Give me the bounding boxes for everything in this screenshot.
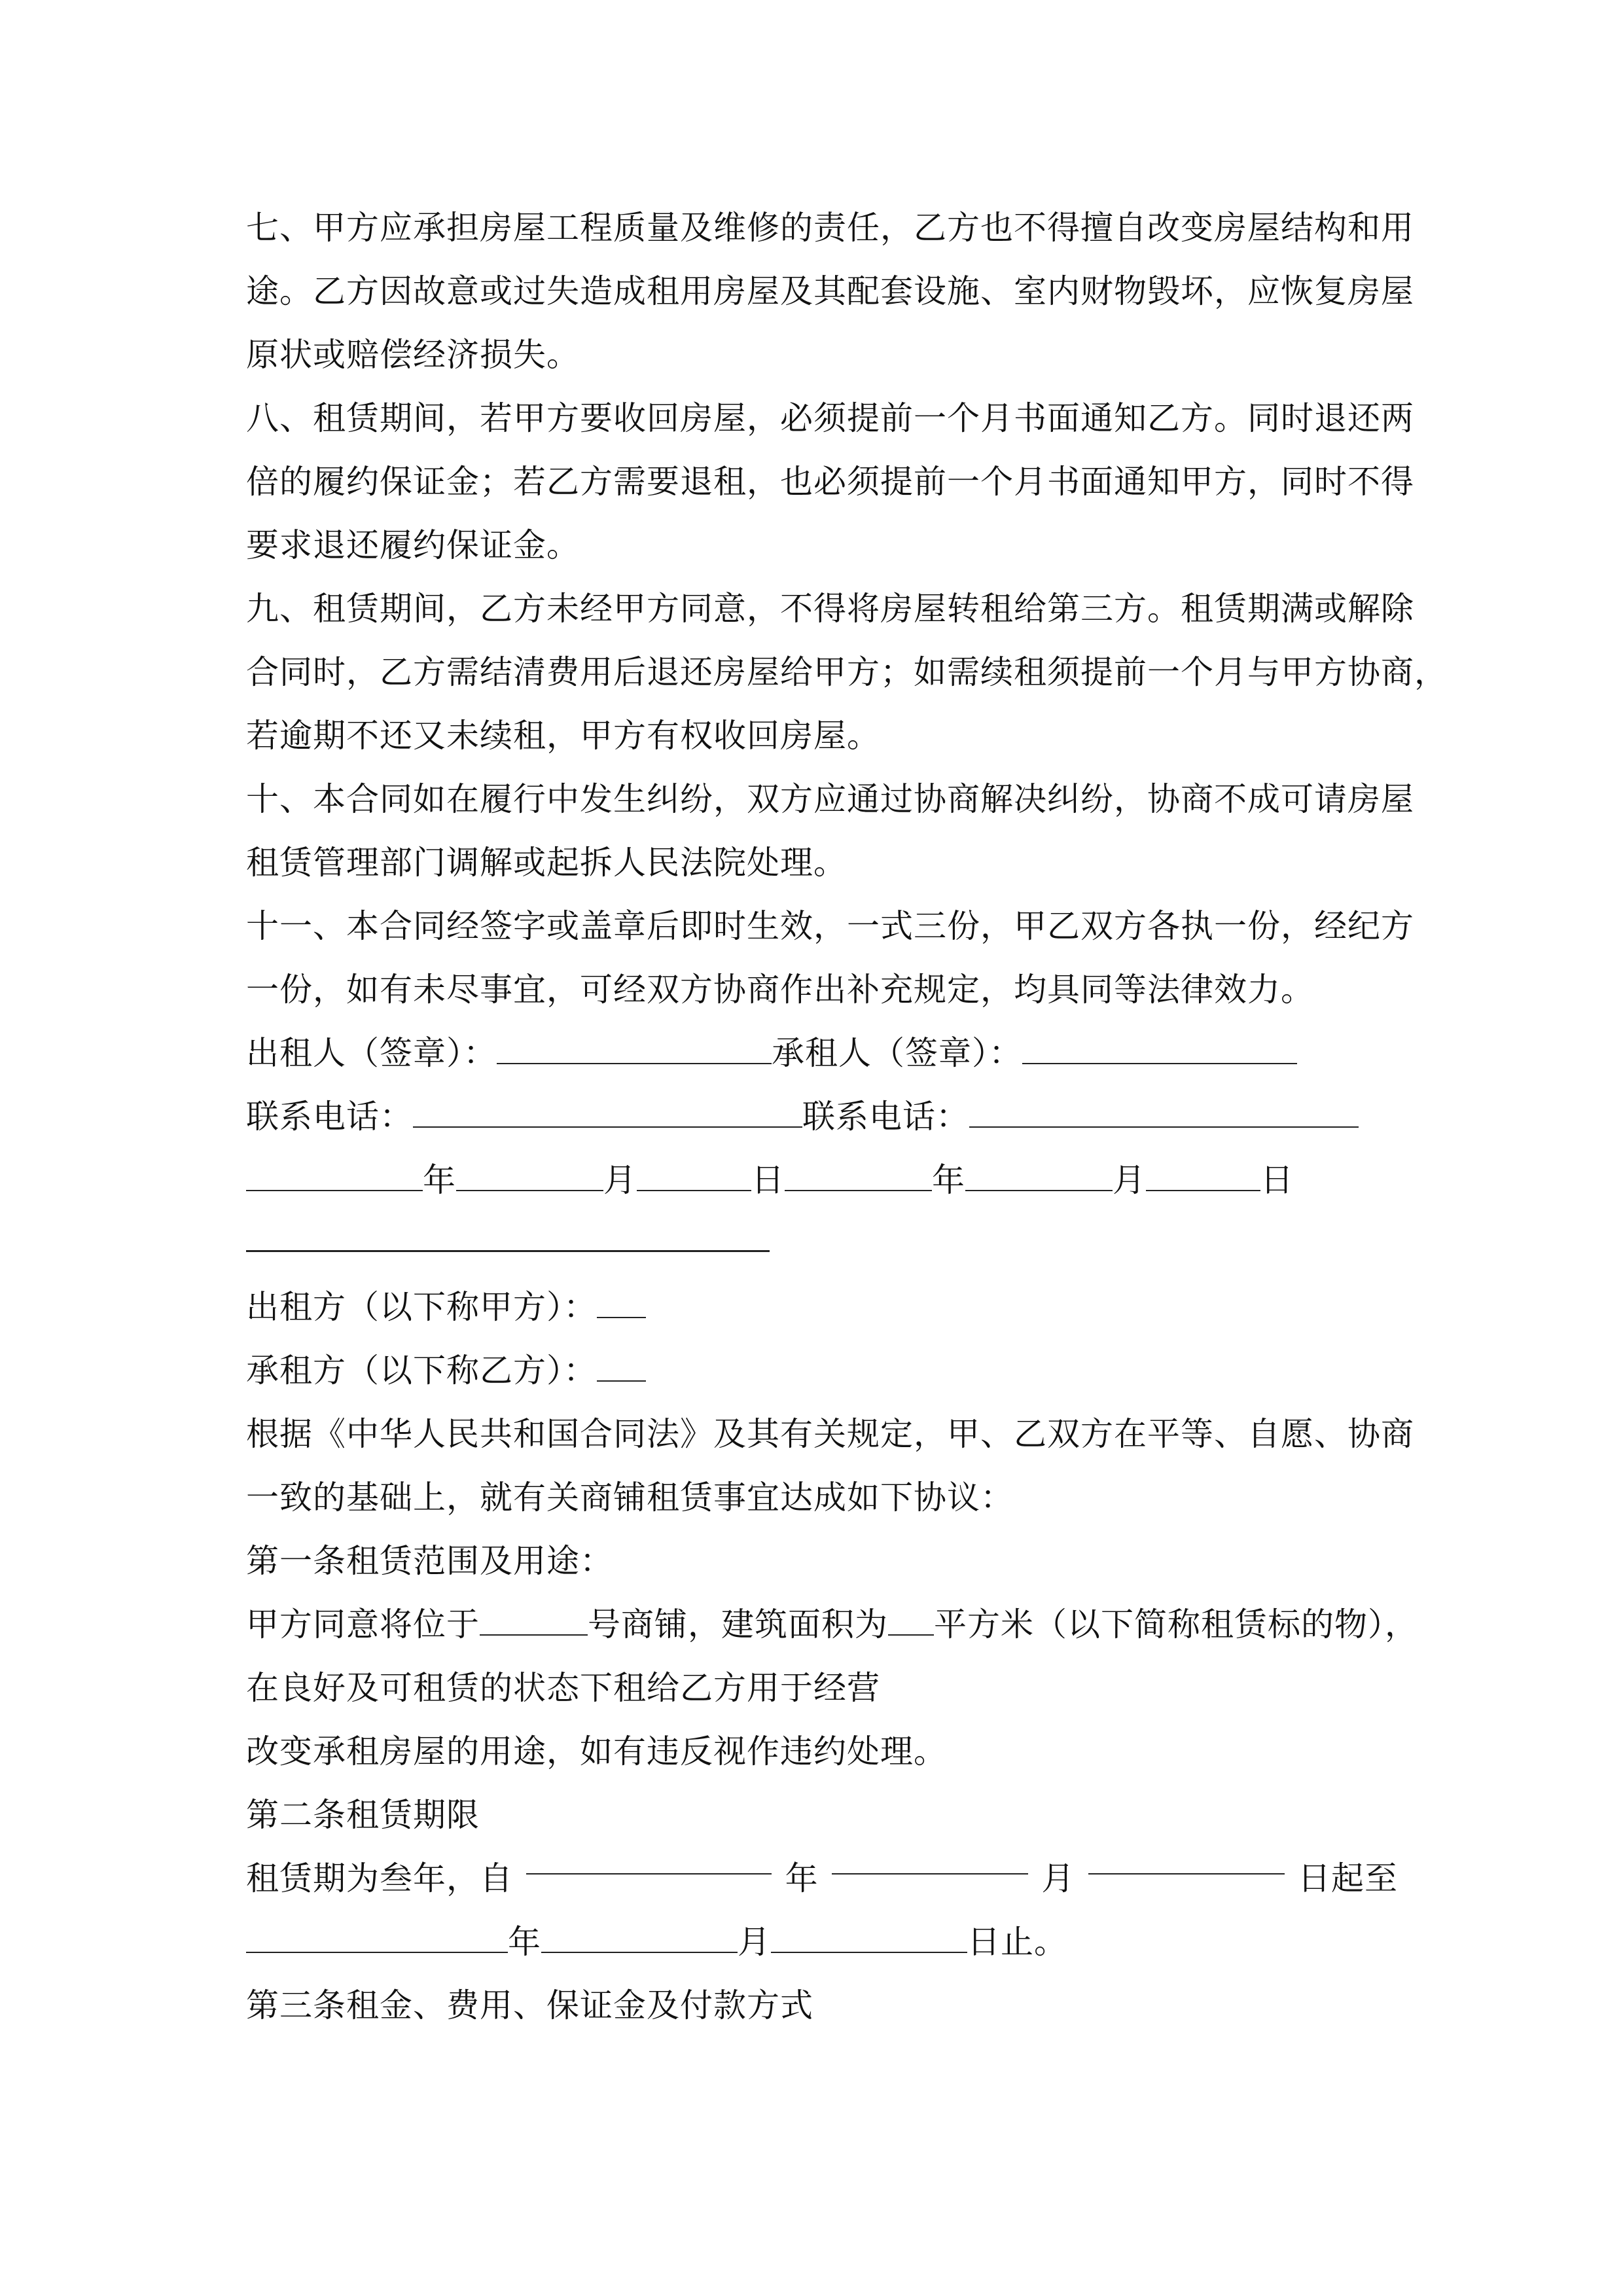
- lessor-phone-label: 联系电话：: [246, 1098, 413, 1136]
- clause-11-line-1: 十一、本合同经签字或盖章后即时生效，一式三份，甲乙双方各执一份，经纪方: [246, 907, 1414, 945]
- lessee-month-field[interactable]: [965, 1164, 1113, 1191]
- article-1-title: 第一条租赁范围及用途：: [246, 1542, 613, 1580]
- lessor-day-label: 日: [751, 1161, 785, 1199]
- lessee-day-label: 日: [1260, 1161, 1294, 1199]
- article-2-text-b: 日起至: [1297, 1859, 1398, 1897]
- article-2-text-a: 租赁期为叁年，自: [246, 1859, 513, 1897]
- phone-row: [246, 1085, 1398, 1149]
- lease-start-year-field[interactable]: [526, 1847, 772, 1874]
- lessor-month-field[interactable]: [456, 1164, 603, 1191]
- lessee-party-row: [246, 1339, 1398, 1403]
- clause-7-line-3: 原状或赔偿经济损失。: [246, 336, 580, 374]
- lease-start-month-field[interactable]: [832, 1847, 1028, 1874]
- section-divider: [246, 1212, 1398, 1276]
- lessor-party-row: [246, 1276, 1398, 1339]
- date-row: [246, 1149, 1398, 1212]
- article-1-text-c: 平方米（以下简称租赁标的物），: [934, 1605, 1418, 1643]
- clause-7-line-1: 七、甲方应承担房屋工程质量及维修的责任，乙方也不得擅自改变房屋结构和用: [246, 209, 1414, 247]
- lessee-signature-label: 承租人（签章）：: [772, 1034, 1022, 1072]
- signature-row: [246, 1022, 1398, 1085]
- lessee-party-label: 承租方（以下称乙方）：: [246, 1352, 597, 1390]
- clause-7-line-2: 途。乙方因故意或过失造成租用房屋及其配套设施、室内财物毁坏，应恢复房屋: [246, 272, 1414, 310]
- article-1-text-a: 甲方同意将位于: [246, 1605, 480, 1643]
- lease-end-month-label: 月: [738, 1923, 771, 1961]
- clause-11-line-2: 一份，如有未尽事宜，可经双方协商作出补充规定，均具同等法律效力。: [246, 971, 1314, 1009]
- clause-9-line-2: 合同时，乙方需结清费用后退还房屋给甲方；如需续租须提前一个月与甲方协商，: [246, 653, 1448, 691]
- article-1-line-2: 在良好及可租赁的状态下租给乙方用于经营: [246, 1669, 880, 1707]
- lessee-year-field[interactable]: [785, 1164, 932, 1191]
- lessor-year-label: 年: [423, 1161, 456, 1199]
- article-1-text-b: 号商铺，建筑面积为: [588, 1605, 888, 1643]
- lease-start-year-label: 年: [785, 1859, 819, 1897]
- lessor-day-field[interactable]: [637, 1164, 751, 1191]
- lessee-year-label: 年: [932, 1161, 965, 1199]
- lessee-month-label: 月: [1113, 1161, 1146, 1199]
- article-1-line-1: [246, 1593, 1418, 1657]
- lessor-signature-label: 出租人（签章）：: [246, 1034, 497, 1072]
- lessee-party-field[interactable]: [597, 1354, 646, 1382]
- article-2-line-1: [246, 1847, 1398, 1910]
- lease-start-month-label: 月: [1041, 1859, 1075, 1897]
- lessor-month-label: 月: [603, 1161, 637, 1199]
- area-field[interactable]: [888, 1608, 934, 1636]
- clause-8-line-3: 要求退还履约保证金。: [246, 526, 580, 564]
- lease-end-day-label: 日止。: [967, 1923, 1067, 1961]
- lessee-phone-label: 联系电话：: [802, 1098, 969, 1136]
- article-1-line-3: 改变承租房屋的用途，如有违反视作违约处理。: [246, 1732, 947, 1770]
- shop-location-field[interactable]: [480, 1608, 588, 1636]
- lease-end-day-field[interactable]: [771, 1926, 967, 1953]
- clause-8-line-1: 八、租赁期间，若甲方要收回房屋，必须提前一个月书面通知乙方。同时退还两: [246, 399, 1414, 437]
- lease-end-month-field[interactable]: [541, 1926, 738, 1953]
- lessee-day-field[interactable]: [1146, 1164, 1260, 1191]
- lease-start-day-field[interactable]: [1088, 1847, 1285, 1874]
- lessor-phone-field[interactable]: [413, 1100, 802, 1128]
- lease-end-year-field[interactable]: [246, 1926, 508, 1953]
- clause-9-line-1: 九、租赁期间，乙方未经甲方同意，不得将房屋转租给第三方。租赁期满或解除: [246, 590, 1414, 628]
- clause-10-line-1: 十、本合同如在履行中发生纠纷，双方应通过协商解决纠纷，协商不成可请房屋: [246, 780, 1414, 818]
- clause-8-line-2: 倍的履约保证金；若乙方需要退租，也必须提前一个月书面通知甲方，同时不得: [246, 463, 1414, 501]
- lease-end-year-label: 年: [508, 1923, 541, 1961]
- clause-9-line-3: 若逾期不还又未续租，甲方有权收回房屋。: [246, 717, 880, 755]
- lessor-party-field[interactable]: [597, 1291, 646, 1318]
- article-2-line-2: [246, 1910, 1398, 1974]
- lessee-signature-field[interactable]: [1022, 1037, 1297, 1064]
- intro-line-1: 根据《中华人民共和国合同法》及其有关规定，甲、乙双方在平等、自愿、协商: [246, 1415, 1414, 1453]
- lessor-party-label: 出租方（以下称甲方）：: [246, 1288, 597, 1326]
- lessor-year-field[interactable]: [246, 1164, 423, 1191]
- lessee-phone-field[interactable]: [969, 1100, 1359, 1128]
- article-3-title: 第三条租金、费用、保证金及付款方式: [246, 1986, 813, 2024]
- clause-10-line-2: 租赁管理部门调解或起拆人民法院处理。: [246, 844, 847, 882]
- contract-page: [246, 196, 1448, 2037]
- article-2-title: 第二条租赁期限: [246, 1796, 480, 1834]
- lessor-signature-field[interactable]: [497, 1037, 772, 1064]
- intro-line-2: 一致的基础上，就有关商铺租赁事宜达成如下协议：: [246, 1479, 1014, 1516]
